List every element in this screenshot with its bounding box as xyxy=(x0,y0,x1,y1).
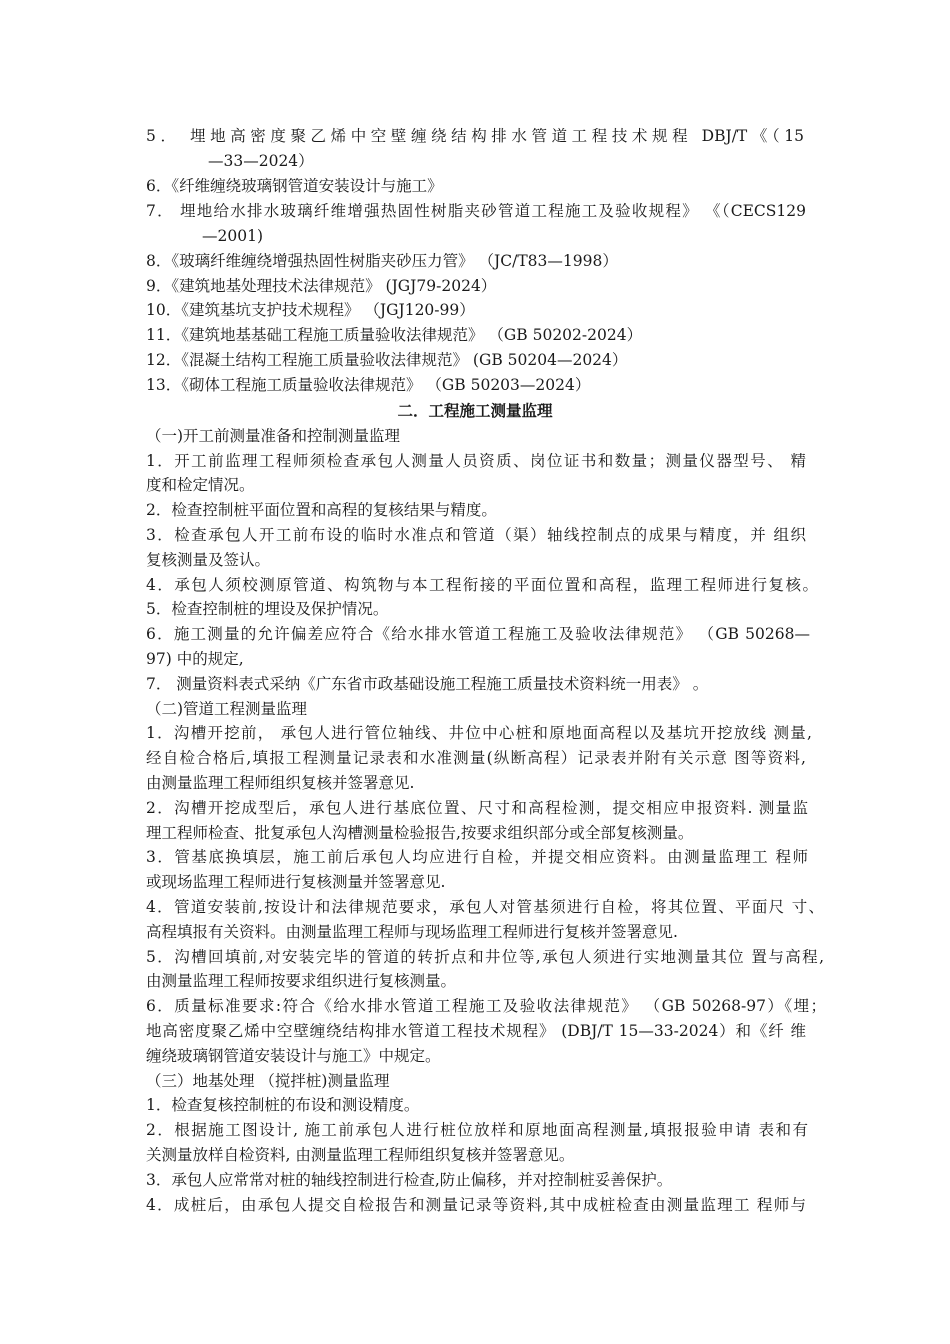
paragraph-3-4: 4．成桩后，由承包人提交自检报告和测量记录等资料,其中成桩检查由测量监理工 程师与 xyxy=(146,1196,806,1214)
reference-item-9: 9．《建筑地基处理技术法律规范》 (JGJ79-2024） xyxy=(146,277,497,295)
reference-item-7: 7． 埋地给水排水玻璃纤维增强热固性树脂夹砂管道工程施工及验收规程》 《（CECS129 xyxy=(146,202,806,220)
reference-item-6: 6．《纤维缠绕玻璃钢管道安装设计与施工》 xyxy=(146,177,443,195)
subsection-heading-1: （一)开工前测量准备和控制测量监理 xyxy=(146,427,401,445)
paragraph-2-1-cont: 经自检合格后,填报工程测量记录表和水准测量(纵断高程）记录表并附有关示意 图等资料, xyxy=(146,749,806,767)
paragraph-2-1: 1．沟槽开挖前， 承包人进行管位轴线、井位中心桩和原地面高程以及基坑开挖放线 测量, xyxy=(146,724,812,742)
paragraph-2-6-cont: 地高密度聚乙烯中空壁缠绕结构排水管道工程技术规程》 (DBJ/T 15—33-2024）和《纤 维 xyxy=(146,1022,806,1040)
paragraph-3-1: 1．检查复核控制桩的布设和测设精度。 xyxy=(146,1096,420,1114)
paragraph-1-4: 4．承包人须校测原管道、构筑物与本工程衔接的平面位置和高程，监理工程师进行复核。 xyxy=(146,576,818,594)
paragraph-2-5-cont: 由测量监理工程师按要求组织进行复核测量。 xyxy=(146,972,457,990)
subsection-heading-3: （三）地基处理 （搅拌桩)测量监理 xyxy=(146,1072,390,1090)
paragraph-1-3: 3．检查承包人开工前布设的临时水准点和管道（渠）轴线控制点的成果与精度，并 组织 xyxy=(146,526,806,544)
paragraph-3-2-cont: 关测量放样自检资料, 由测量监理工程师组织复核并签署意见。 xyxy=(146,1146,575,1164)
reference-item-13: 13．《砌体工程施工质量验收法律规范》 （GB 50203—2024） xyxy=(146,376,591,394)
section-title: 二．工程施工测量监理 xyxy=(397,401,553,420)
paragraph-2-6-end: 缠绕玻璃钢管道安装设计与施工》中规定。 xyxy=(146,1047,441,1065)
paragraph-1-1: 1．开工前监理工程师须检查承包人测量人员资质、岗位证书和数量；测量仪器型号、 精 xyxy=(146,452,806,470)
paragraph-2-1-end: 由测量监理工程师组织复核并签署意见. xyxy=(146,774,415,792)
paragraph-3-2: 2．根据施工图设计, 施工前承包人进行桩位放样和原地面高程测量,填报报验申请 表和有 xyxy=(146,1121,808,1139)
paragraph-1-3-cont: 复核测量及签认。 xyxy=(146,551,271,569)
reference-item-8: 8．《玻璃纤维缠绕增强热固性树脂夹砂压力管》 （JC/T83—1998） xyxy=(146,252,618,270)
paragraph-1-2: 2．检查控制桩平面位置和高程的复核结果与精度。 xyxy=(146,501,497,519)
subsection-heading-2: （二)管道工程测量监理 xyxy=(146,700,308,718)
paragraph-2-6: 6．质量标准要求:符合《给水排水管道工程施工及验收法律规范》 （GB 50268-97）《埋； xyxy=(146,997,826,1015)
paragraph-2-2: 2．沟槽开挖成型后，承包人进行基底位置、尺寸和高程检测，提交相应申报资料. 测量监 xyxy=(146,799,808,817)
paragraph-2-3-cont: 或现场监理工程师进行复核测量并签署意见. xyxy=(146,873,446,891)
reference-item-11: 11．《建筑地基基础工程施工质量验收法律规范》 （GB 50202-2024） xyxy=(146,326,643,344)
paragraph-2-5: 5．沟槽回填前,对安装完毕的管道的转折点和井位等,承包人须进行实地测量其位 置与高程, xyxy=(146,948,824,966)
reference-item-10: 10．《建筑基坑支护技术规程》 （JGJ120-99） xyxy=(146,301,475,319)
paragraph-2-4: 4．管道安装前,按设计和法律规范要求，承包人对管基须进行自检，将其位置、平面尺 寸、 xyxy=(146,898,824,916)
paragraph-2-4-cont: 高程填报有关资料。由测量监理工程师与现场监理工程师进行复核并签署意见. xyxy=(146,923,678,941)
paragraph-2-3: 3．管基底换填层，施工前后承包人均应进行自检，并提交相应资料。由测量监理工 程师 xyxy=(146,848,808,866)
paragraph-1-1-cont: 度和检定情况。 xyxy=(146,476,255,494)
paragraph-1-7: 7． 测量资料表式采纳《广东省市政基础设施工程施工质量技术资料统一用表》 。 xyxy=(146,675,709,693)
paragraph-1-5: 5．检查控制桩的埋设及保护情况。 xyxy=(146,600,389,618)
reference-item-5: 5． 埋地高密度聚乙烯中空壁缠绕结构排水管道工程技术规程 DBJ/T《（15 xyxy=(146,127,804,145)
paragraph-3-3: 3．承包人应常常对桩的轴线控制进行检查,防止偏移，并对控制桩妥善保护。 xyxy=(146,1171,673,1189)
paragraph-1-6-cont: 97) 中的规定, xyxy=(146,650,244,668)
paragraph-2-2-cont: 理工程师检查、批复承包人沟槽测量检验报告,按要求组织部分或全部复核测量。 xyxy=(146,824,694,842)
paragraph-1-6: 6．施工测量的允许偏差应符合《给水排水管道工程施工及验收法律规范》 （GB 50268— xyxy=(146,625,810,643)
reference-item-7-cont: —2001) xyxy=(202,227,263,245)
reference-item-5-cont: —33—2024） xyxy=(208,152,314,170)
reference-item-12: 12．《混凝土结构工程施工质量验收法律规范》 (GB 50204—2024） xyxy=(146,351,628,369)
